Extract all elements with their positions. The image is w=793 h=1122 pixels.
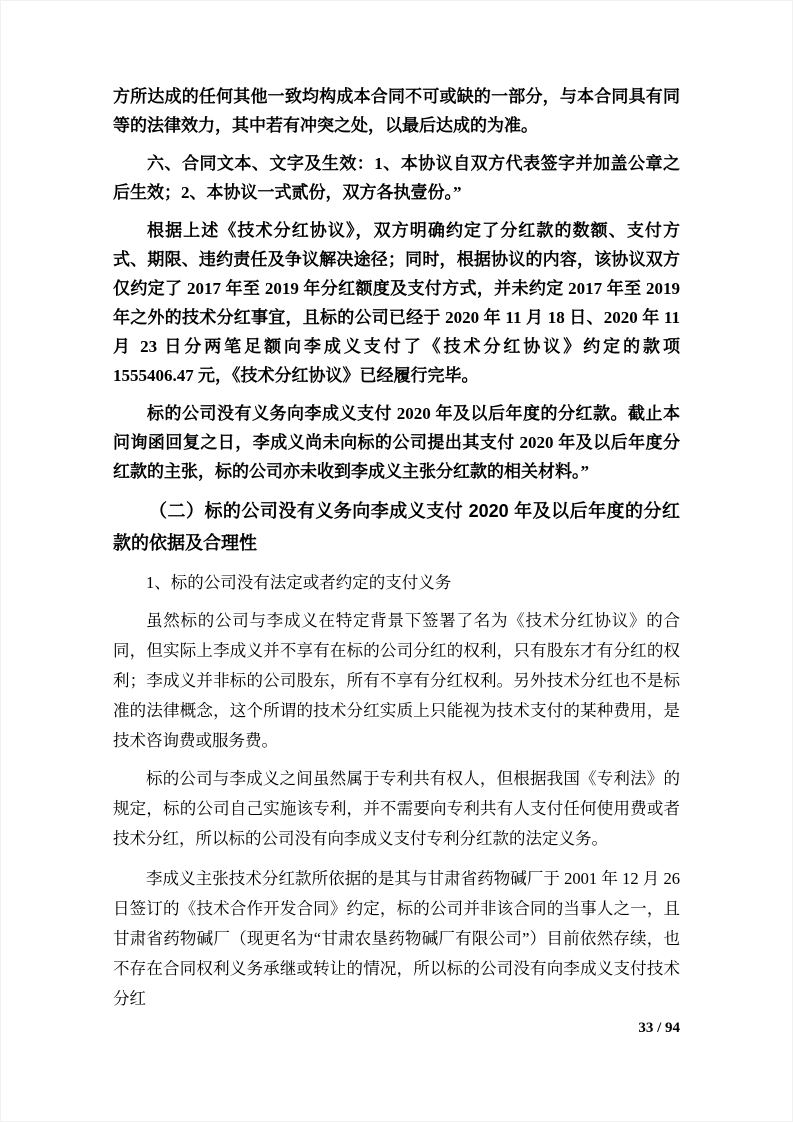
quoted-contract-clause6-paragraph: 六、合同文本、文字及生效：1、本协议自双方代表签字并加盖公章之后生效；2、本协议一式贰份，双方各执壹份。” — [113, 154, 680, 202]
body-paragraph-3: 李成义主张技术分红款所依据的是其与甘肃省药物碱厂于 2001 年 12 月 26 日签订的《技术合作开发合同》约定，标的公司并非该合同的当事人之一，且甘肃省药物碱厂（现更名为“甘肃农垦药物碱厂有限公司”）目前依然存续，也不存在合同权利义务承继或转让的情况，所以标的公司没有向李成义支付技术分红 — [113, 869, 680, 1008]
agreement-conclusion-paragraph: 标的公司没有义务向李成义支付 2020 年及以后年度的分红款。截止本问询函回复之日，李成义尚未向标的公司提出其支付 2020 年及以后年度分红款的主张，标的公司亦未收到李成义主张分红款的相关材料。” — [113, 404, 680, 481]
subitem-title: 1、标的公司没有法定或者约定的支付义务 — [146, 573, 452, 592]
agreement-summary-paragraph: 根据上述《技术分红协议》，双方明确约定了分红款的数额、支付方式、期限、违约责任及争议解决途径；同时，根据协议的内容，该协议双方仅约定了 2017 年至 2019 年分红额度及支付方式，并未约定 2017 年至 2019 年之外的技术分红事宜，且标的公司已经于 2020 年 11 月 18 日、2020 年 11 月 23 日分两笔足额向李成义支付了《技术分红协议》约定的款项 1555406.47 元，《技术分红协议》已经履行完毕。 — [113, 221, 680, 385]
section-heading: （二）标的公司没有义务向李成义支付 2020 年及以后年度的分红款的依据及合理性 — [113, 501, 680, 553]
page-body — [113, 82, 680, 1022]
quoted-contract-continuation-paragraph: 方所达成的任何其他一致均构成本合同不可或缺的一部分，与本合同具有同等的法律效力，其中若有冲突之处，以最后达成的为准。 — [113, 87, 680, 135]
body-paragraph-2: 标的公司与李成义之间虽然属于专利共有权人，但根据我国《专利法》的规定，标的公司自己实施该专利，并不需要向专利共有人支付任何使用费或者技术分红，所以标的公司没有向李成义支付专利分红款的法定义务。 — [113, 769, 680, 848]
page-footer — [113, 1018, 680, 1038]
body-paragraph-1: 虽然标的公司与李成义在特定背景下签署了名为《技术分红协议》的合同，但实际上李成义并不享有在标的公司分红的权利，只有股东才有分红的权利；李成义并非标的公司股东，所有不享有分红权利。另外技术分红也不是标准的法律概念，这个所谓的技术分红实质上只能视为技术支付的某种费用，是技术咨询费或服务费。 — [113, 611, 680, 750]
page-number: 33 / 94 — [638, 1020, 680, 1036]
